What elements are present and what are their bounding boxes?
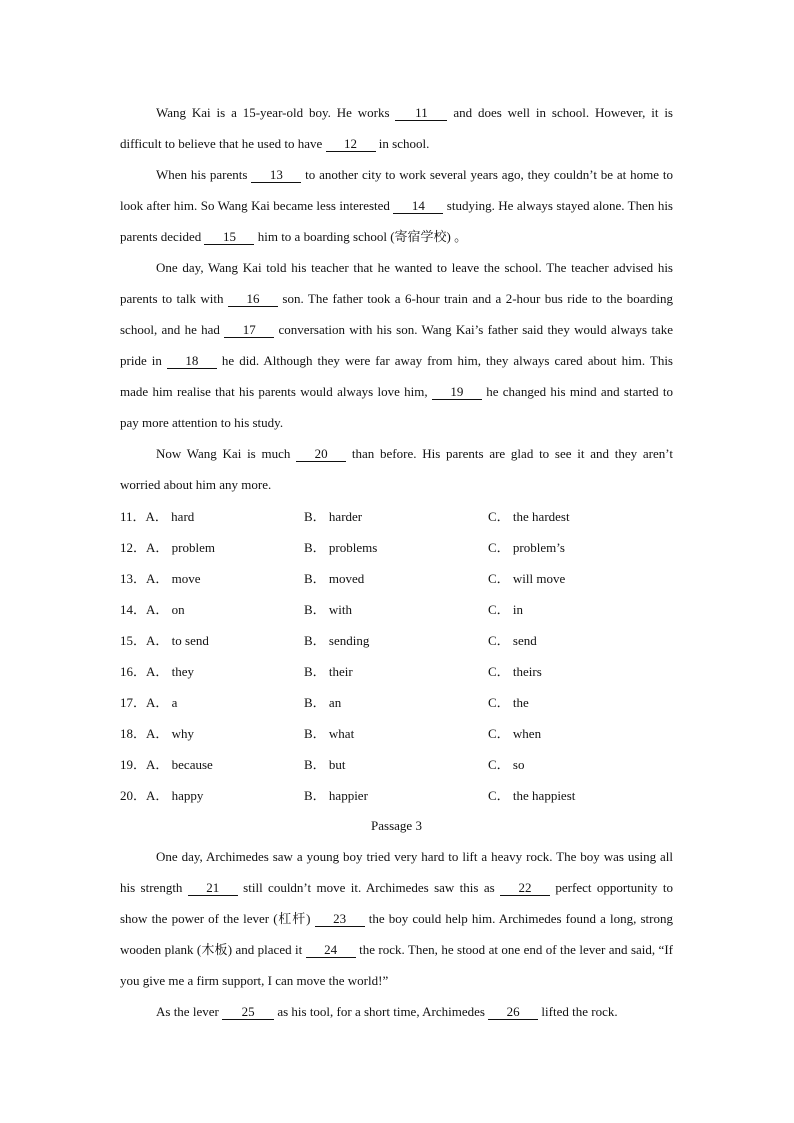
- text-segment: One day, Wang Kai told his teacher that he wanted to leave the school. The teacher advised his parents to talk with: [120, 260, 673, 306]
- option-c: C． theirs: [488, 664, 542, 679]
- option-b: B． an: [304, 695, 342, 710]
- option-a-text: A． a: [146, 695, 178, 710]
- text-segment: studying. He always stayed alone. Then his parents decided: [120, 198, 673, 244]
- question-number: 15．: [120, 633, 147, 648]
- option-a-text: A． problem: [146, 540, 215, 555]
- blank-18: 18: [167, 353, 217, 369]
- blank-17: 17: [224, 322, 274, 338]
- text-segment: lifted the rock.: [538, 1004, 618, 1019]
- option-a-text: A． because: [146, 757, 213, 772]
- option-b: B． with: [304, 602, 353, 617]
- option-b: B． but: [304, 757, 346, 772]
- blank-16: 16: [228, 291, 278, 307]
- option-b: B． sending: [304, 633, 370, 648]
- text-segment: When his parents: [156, 167, 252, 182]
- blank-21: 21: [188, 880, 238, 896]
- option-row: [120, 686, 673, 717]
- option-row: [120, 655, 673, 686]
- text-segment: son. The father took a 6-hour train and a 2-hour bus ride to the boarding school, and he had: [120, 291, 673, 337]
- question-number: 11．: [120, 509, 146, 524]
- option-row: [120, 562, 673, 593]
- option-c: C． will move: [488, 571, 566, 586]
- blank-25: 25: [222, 1004, 274, 1020]
- text-segment: perfect opportunity to show the power of the lever (杠杆): [120, 880, 673, 926]
- question-number: 12．: [120, 540, 147, 555]
- option-b: B． what: [304, 726, 355, 741]
- option-row: [120, 500, 673, 531]
- paragraph: [120, 996, 673, 1027]
- paragraph: [120, 252, 673, 438]
- text-segment: to another city to work several years ago, they couldn’t be at home to look after him. So Wang Kai became less interested: [120, 167, 673, 213]
- option-c: C． the happiest: [488, 788, 576, 803]
- text-segment: the boy could help him. Archimedes found a long, strong wooden plank (木板) and placed it: [120, 911, 673, 957]
- text-segment: Wang Kai is a 15-year-old boy. He works: [156, 105, 396, 120]
- option-a: [120, 537, 304, 556]
- option-a-text: A． happy: [146, 788, 204, 803]
- text-segment: Now Wang Kai is much: [156, 446, 297, 461]
- blank-22: 22: [500, 880, 550, 896]
- option-row: [120, 779, 673, 810]
- paragraph: [120, 841, 673, 996]
- option-c: C． in: [488, 602, 524, 617]
- question-number: 20．: [120, 788, 147, 803]
- option-b: B． harder: [304, 509, 363, 524]
- option-a-text: A． to send: [146, 633, 209, 648]
- option-a: [120, 599, 304, 618]
- paragraph: [120, 97, 673, 159]
- option-a: [120, 785, 304, 804]
- blank-23: 23: [315, 911, 365, 927]
- text-segment: the rock. Then, he stood at one end of the lever and said, “If you give me a firm support, I can move the world!”: [120, 942, 673, 988]
- option-c: C． so: [488, 757, 525, 772]
- option-row: [120, 717, 673, 748]
- question-number: 19．: [120, 757, 147, 772]
- text-segment: he changed his mind and started to pay more attention to his study.: [120, 384, 673, 430]
- text-segment: still couldn’t move it. Archimedes saw this as: [237, 880, 501, 895]
- option-a-text: A． on: [146, 602, 185, 617]
- option-row: [120, 748, 673, 779]
- paragraph: [120, 159, 673, 252]
- question-number: 17．: [120, 695, 147, 710]
- option-a: [120, 692, 304, 711]
- question-number: 14．: [120, 602, 147, 617]
- blank-19: 19: [432, 384, 482, 400]
- option-a-text: A． why: [146, 726, 195, 741]
- option-row: [120, 624, 673, 655]
- passage-3: [120, 841, 673, 1027]
- blank-15: 15: [204, 229, 254, 245]
- option-a: [120, 568, 304, 587]
- option-row: [120, 593, 673, 624]
- text-segment: as his tool, for a short time, Archimedes: [274, 1004, 489, 1019]
- option-row: [120, 531, 673, 562]
- option-b: B． their: [304, 664, 353, 679]
- option-b: B． moved: [304, 571, 365, 586]
- text-segment: and does well in school. However, it is difficult to believe that he used to have: [120, 105, 673, 151]
- text-segment: One day, Archimedes saw a young boy tried very hard to lift a heavy rock. The boy was using all his strength: [120, 849, 673, 895]
- text-segment: than before. His parents are glad to see it and they aren’t worried about him any more.: [120, 446, 673, 492]
- option-b: B． problems: [304, 540, 378, 555]
- option-a-text: A． they: [146, 664, 195, 679]
- option-a-text: A． hard: [145, 509, 195, 524]
- option-a: [120, 661, 304, 680]
- blank-24: 24: [306, 942, 356, 958]
- option-c: C． the: [488, 695, 529, 710]
- question-number: 13．: [120, 571, 147, 586]
- option-c: C． when: [488, 726, 542, 741]
- content: [120, 97, 673, 1027]
- option-a-text: A． move: [146, 571, 201, 586]
- text-segment: him to a boarding school (寄宿学校) 。: [254, 229, 468, 244]
- blank-14: 14: [393, 198, 443, 214]
- blank-13: 13: [251, 167, 301, 183]
- passage-3-title: Passage 3: [371, 818, 422, 833]
- blank-11: 11: [395, 105, 447, 121]
- answer-options: [120, 500, 673, 810]
- passage-2: [120, 97, 673, 500]
- question-number: 16．: [120, 664, 147, 679]
- text-segment: conversation with his son. Wang Kai’s father said they would always take pride in: [120, 322, 673, 368]
- blank-20: 20: [296, 446, 346, 462]
- blank-12: 12: [326, 136, 376, 152]
- option-a: [120, 754, 304, 773]
- option-c: C． problem’s: [488, 540, 565, 555]
- question-number: 18．: [120, 726, 147, 741]
- option-a: [120, 630, 304, 649]
- option-a: [120, 506, 304, 525]
- text-segment: As the lever: [156, 1004, 223, 1019]
- blank-26: 26: [488, 1004, 538, 1020]
- paragraph: [120, 438, 673, 500]
- text-segment: in school.: [375, 136, 430, 151]
- option-a: [120, 723, 304, 742]
- text-segment: he did. Although they were far away from him, they always cared about him. This made him realise that his parents would always love him,: [120, 353, 673, 399]
- option-b: B． happier: [304, 788, 368, 803]
- option-c: C． send: [488, 633, 537, 648]
- option-c: C． the hardest: [488, 509, 570, 524]
